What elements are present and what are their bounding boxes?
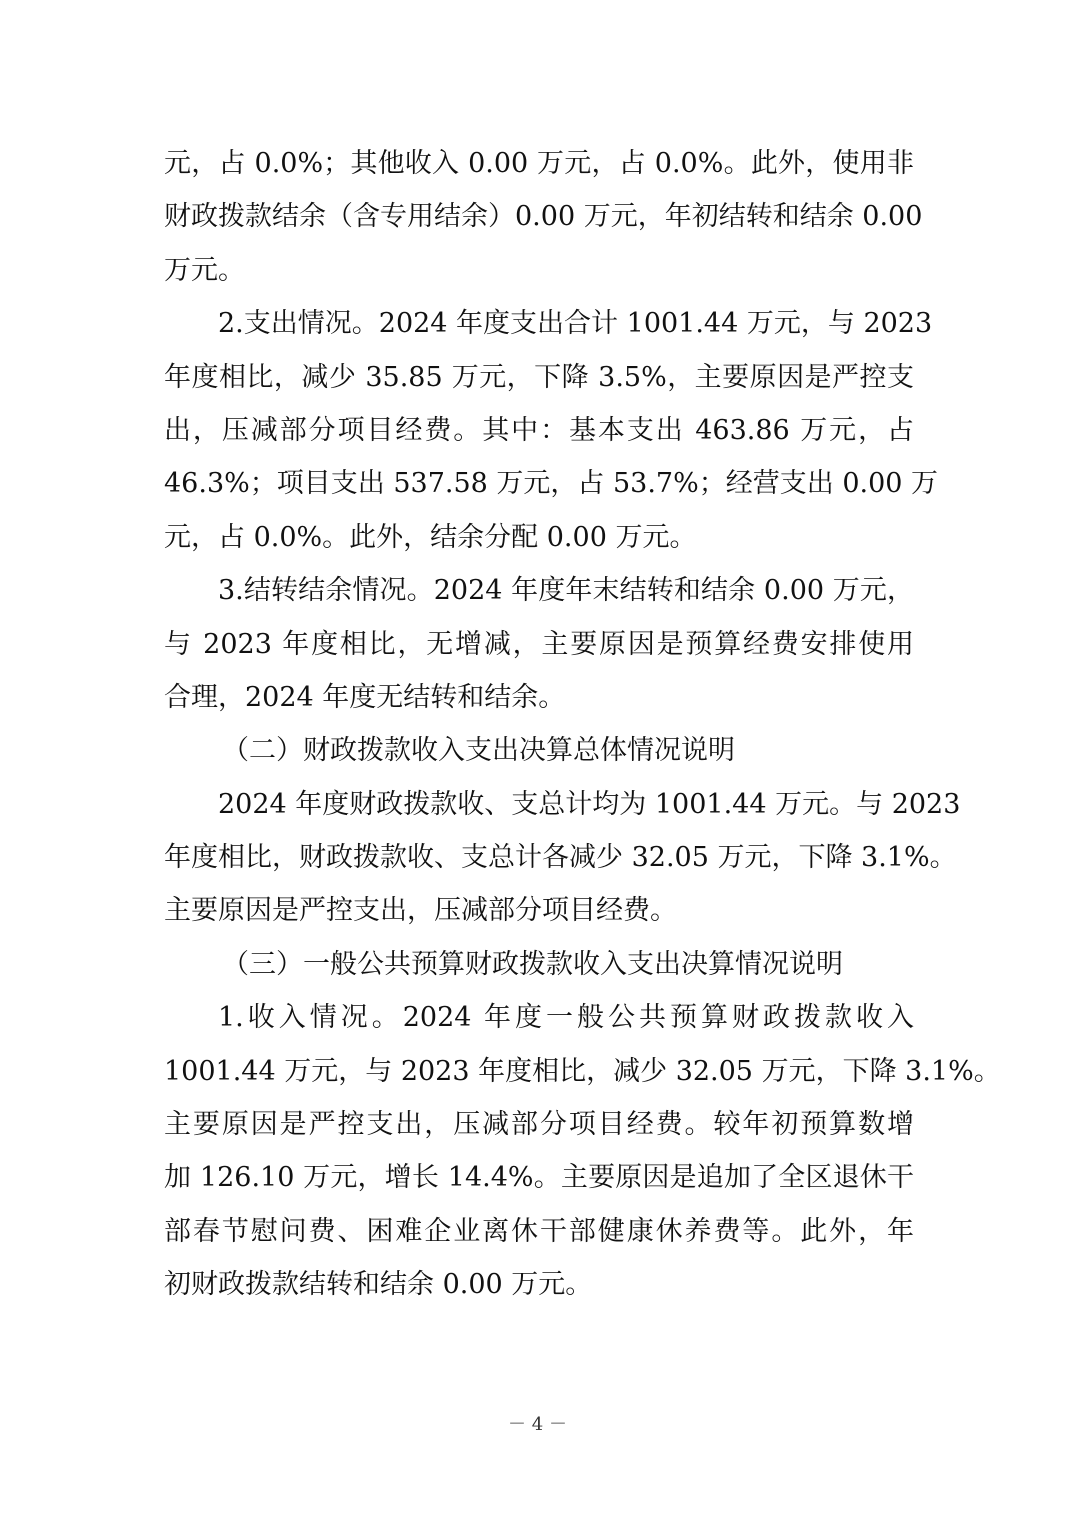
text-line: 1001.44 万元，与 2023 年度相比，减少 32.05 万元，下降 3.1%。 bbox=[164, 1055, 1001, 1087]
text-line: 出，压减部分项目经费。其中：基本支出 463.86 万元，占 bbox=[164, 414, 914, 446]
text-line: 加 126.10 万元，增长 14.4%。主要原因是追加了全区退休干 bbox=[164, 1162, 914, 1194]
text-line: 年度相比，财政拨款收、支总计各减少 32.05 万元，下降 3.1%。 bbox=[164, 842, 957, 874]
paragraph-start-line: 2.支出情况。2024 年度支出合计 1001.44 万元，与 2023 bbox=[218, 308, 933, 340]
page-number: － 4 － bbox=[508, 1414, 567, 1435]
text-line: 合理，2024 年度无结转和结余。 bbox=[164, 681, 566, 713]
section-heading-3: （三）一般公共预算财政拨款收入支出决算情况说明 bbox=[222, 948, 843, 980]
text-line: 年度相比，减少 35.85 万元，下降 3.5%，主要原因是严控支 bbox=[164, 361, 914, 393]
text-line: 与 2023 年度相比，无增减，主要原因是预算经费安排使用 bbox=[164, 628, 914, 660]
text-line: 主要原因是严控支出，压减部分项目经费。 bbox=[164, 895, 677, 927]
text-line: 部春节慰问费、困难企业离休干部健康休养费等。此外，年 bbox=[164, 1215, 914, 1247]
text-line: 主要原因是严控支出，压减部分项目经费。较年初预算数增 bbox=[164, 1109, 914, 1141]
text-line: 万元。 bbox=[164, 254, 245, 286]
body-text bbox=[164, 137, 1001, 1312]
text-line: 元，占 0.0%。此外，结余分配 0.00 万元。 bbox=[164, 521, 697, 553]
text-line: 46.3%；项目支出 537.58 万元，占 53.7%；经营支出 0.00 万 bbox=[164, 468, 939, 500]
section-heading-2: （二）财政拨款收入支出决算总体情况说明 bbox=[222, 735, 735, 767]
text-line: 元，占 0.0%；其他收入 0.00 万元，占 0.0%。此外，使用非 bbox=[164, 148, 914, 179]
paragraph-start-line: 3.结转结余情况。2024 年度年末结转和结余 0.00 万元， bbox=[218, 575, 914, 607]
paragraph-start-line: 1.收入情况。2024 年度一般公共预算财政拨款收入 bbox=[218, 1002, 914, 1034]
text-line: 财政拨款结余（含专用结余）0.00 万元，年初结转和结余 0.00 bbox=[164, 201, 923, 233]
text-line: 初财政拨款结转和结余 0.00 万元。 bbox=[164, 1269, 593, 1301]
paragraph-start-line: 2024 年度财政拨款收、支总计均为 1001.44 万元。与 2023 bbox=[218, 788, 961, 820]
